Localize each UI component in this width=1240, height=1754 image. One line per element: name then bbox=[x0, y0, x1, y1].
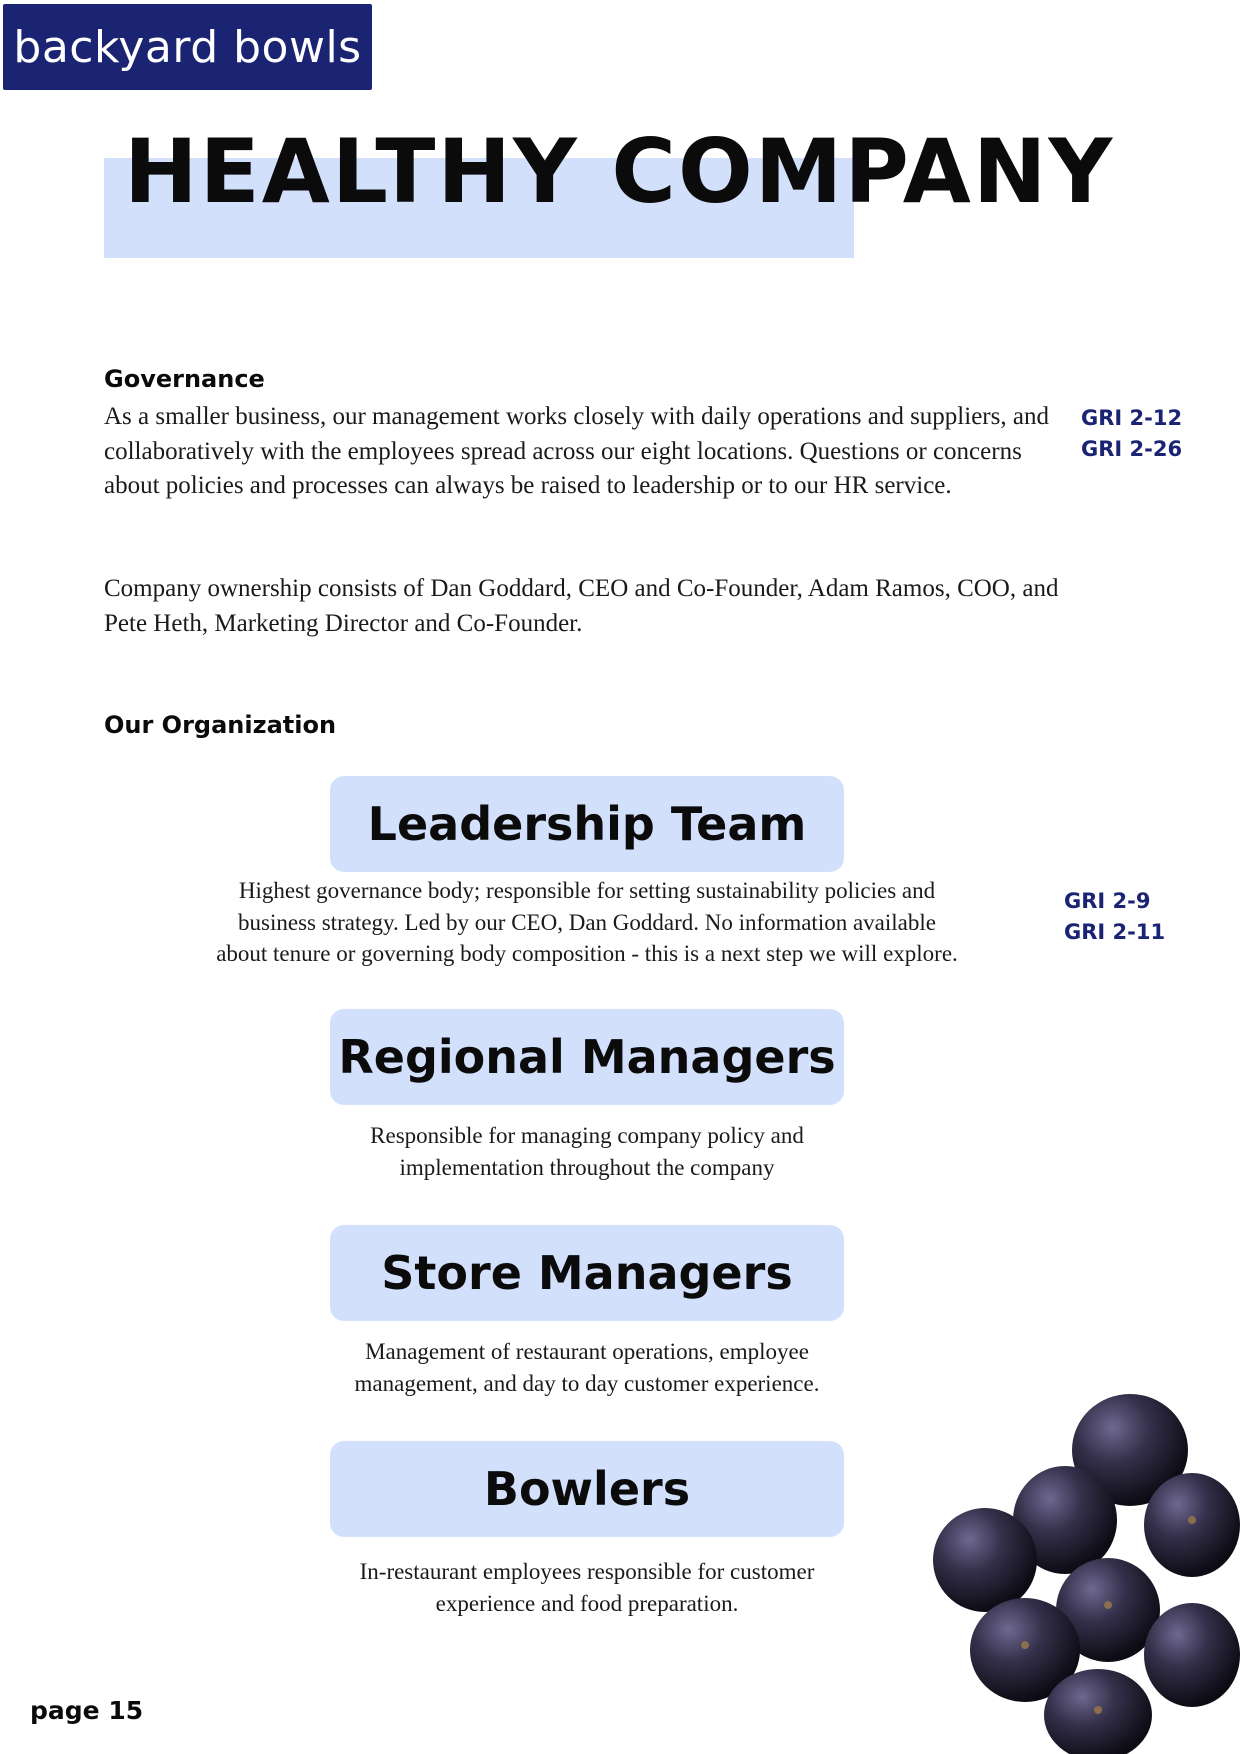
org-level-title: Regional Managers bbox=[338, 1030, 836, 1084]
org-level-description: Highest governance body; responsible for setting sustainability policies and business strategy. Led by our CEO, Dan Goddard. No information available about tenure or governing body composition - this is a next step we will explore. bbox=[216, 878, 958, 966]
gri-reference: GRI 2-12 bbox=[1081, 406, 1183, 430]
brand-logo-text: backyard bowls bbox=[13, 21, 362, 73]
org-level-description: Responsible for managing company policy and implementation throughout the company bbox=[370, 1123, 804, 1180]
governance-gri-references bbox=[1081, 403, 1182, 465]
governance-paragraph-1: As a smaller business, our management works closely with daily operations and suppliers, and collaboratively with the employees spread across our eight locations. Questions or concerns about policies and processes can always be raised to leadership or to our HR service. bbox=[104, 403, 1049, 499]
gri-reference: GRI 2-11 bbox=[1064, 920, 1166, 944]
org-level-regional-managers bbox=[330, 1009, 844, 1105]
governance-paragraph-2: Company ownership consists of Dan Goddard, CEO and Co-Founder, Adam Ramos, COO, and Pete Heth, Marketing Director and Co-Founder. bbox=[104, 575, 1059, 637]
governance-heading: Governance bbox=[104, 365, 265, 393]
org-level-store-managers bbox=[330, 1225, 844, 1321]
organization-gri-references bbox=[1064, 886, 1165, 948]
org-level-title: Store Managers bbox=[381, 1246, 793, 1300]
page-title: HEALTHY COMPANY bbox=[124, 120, 1115, 223]
organization-heading: Our Organization bbox=[104, 711, 337, 739]
org-level-leadership-team bbox=[330, 776, 844, 872]
org-level-title: Leadership Team bbox=[367, 797, 807, 851]
page-number: page 15 bbox=[30, 1696, 144, 1725]
gri-reference: GRI 2-9 bbox=[1064, 889, 1151, 913]
acai-berries-image bbox=[930, 1380, 1240, 1754]
gri-reference: GRI 2-26 bbox=[1081, 437, 1183, 461]
org-level-bowlers bbox=[330, 1441, 844, 1537]
org-level-description: Management of restaurant operations, employee management, and day to day customer experience. bbox=[354, 1339, 820, 1396]
org-level-description: In-restaurant employees responsible for customer experience and food preparation. bbox=[359, 1559, 815, 1616]
brand-logo bbox=[3, 4, 372, 90]
org-level-title: Bowlers bbox=[483, 1462, 691, 1516]
